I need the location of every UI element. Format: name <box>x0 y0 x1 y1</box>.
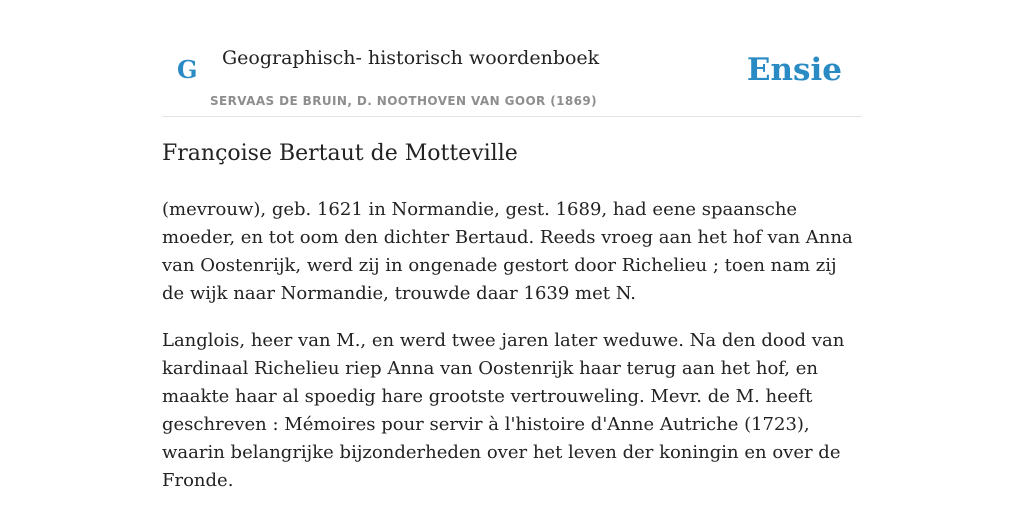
entry-content <box>162 136 862 512</box>
book-header <box>162 0 862 117</box>
entry-paragraph-1: (mevrouw), geb. 1621 in Normandie, gest. 1689, had eene spaansche moeder, en tot oom den dichter Bertaud. Reeds vroeg aan het hof van Anna van Oostenrijk, werd zij in ongenade gestort door Richelieu ; toen nam zij de wijk naar Normandie, trouwde daar 1639 met N. <box>162 199 853 304</box>
entry-title: Françoise Bertaut de Motteville <box>162 141 518 166</box>
book-authors-meta: SERVAAS DE BRUIN, D. NOOTHOVEN VAN GOOR (1869) <box>210 94 598 108</box>
book-logo-letter[interactable]: G <box>177 55 198 84</box>
book-title-link[interactable]: Geographisch- historisch woordenboek <box>222 47 600 69</box>
ensie-brand-logo[interactable]: Ensie <box>746 52 842 88</box>
entry-paragraph-2: Langlois, heer van M., en werd twee jaren later weduwe. Na den dood van kardinaal Richelieu riep Anna van Oostenrijk haar terug aan het hof, en maakte haar al spoedig hare grootste vertrouweling. Mevr. de M. heeft geschreven : Mémoires pour servir à l'histoire d'Anne Autriche (1723), waarin belangrijke bijzonderheden over het leven der koningin en over de Fronde. <box>162 330 845 491</box>
